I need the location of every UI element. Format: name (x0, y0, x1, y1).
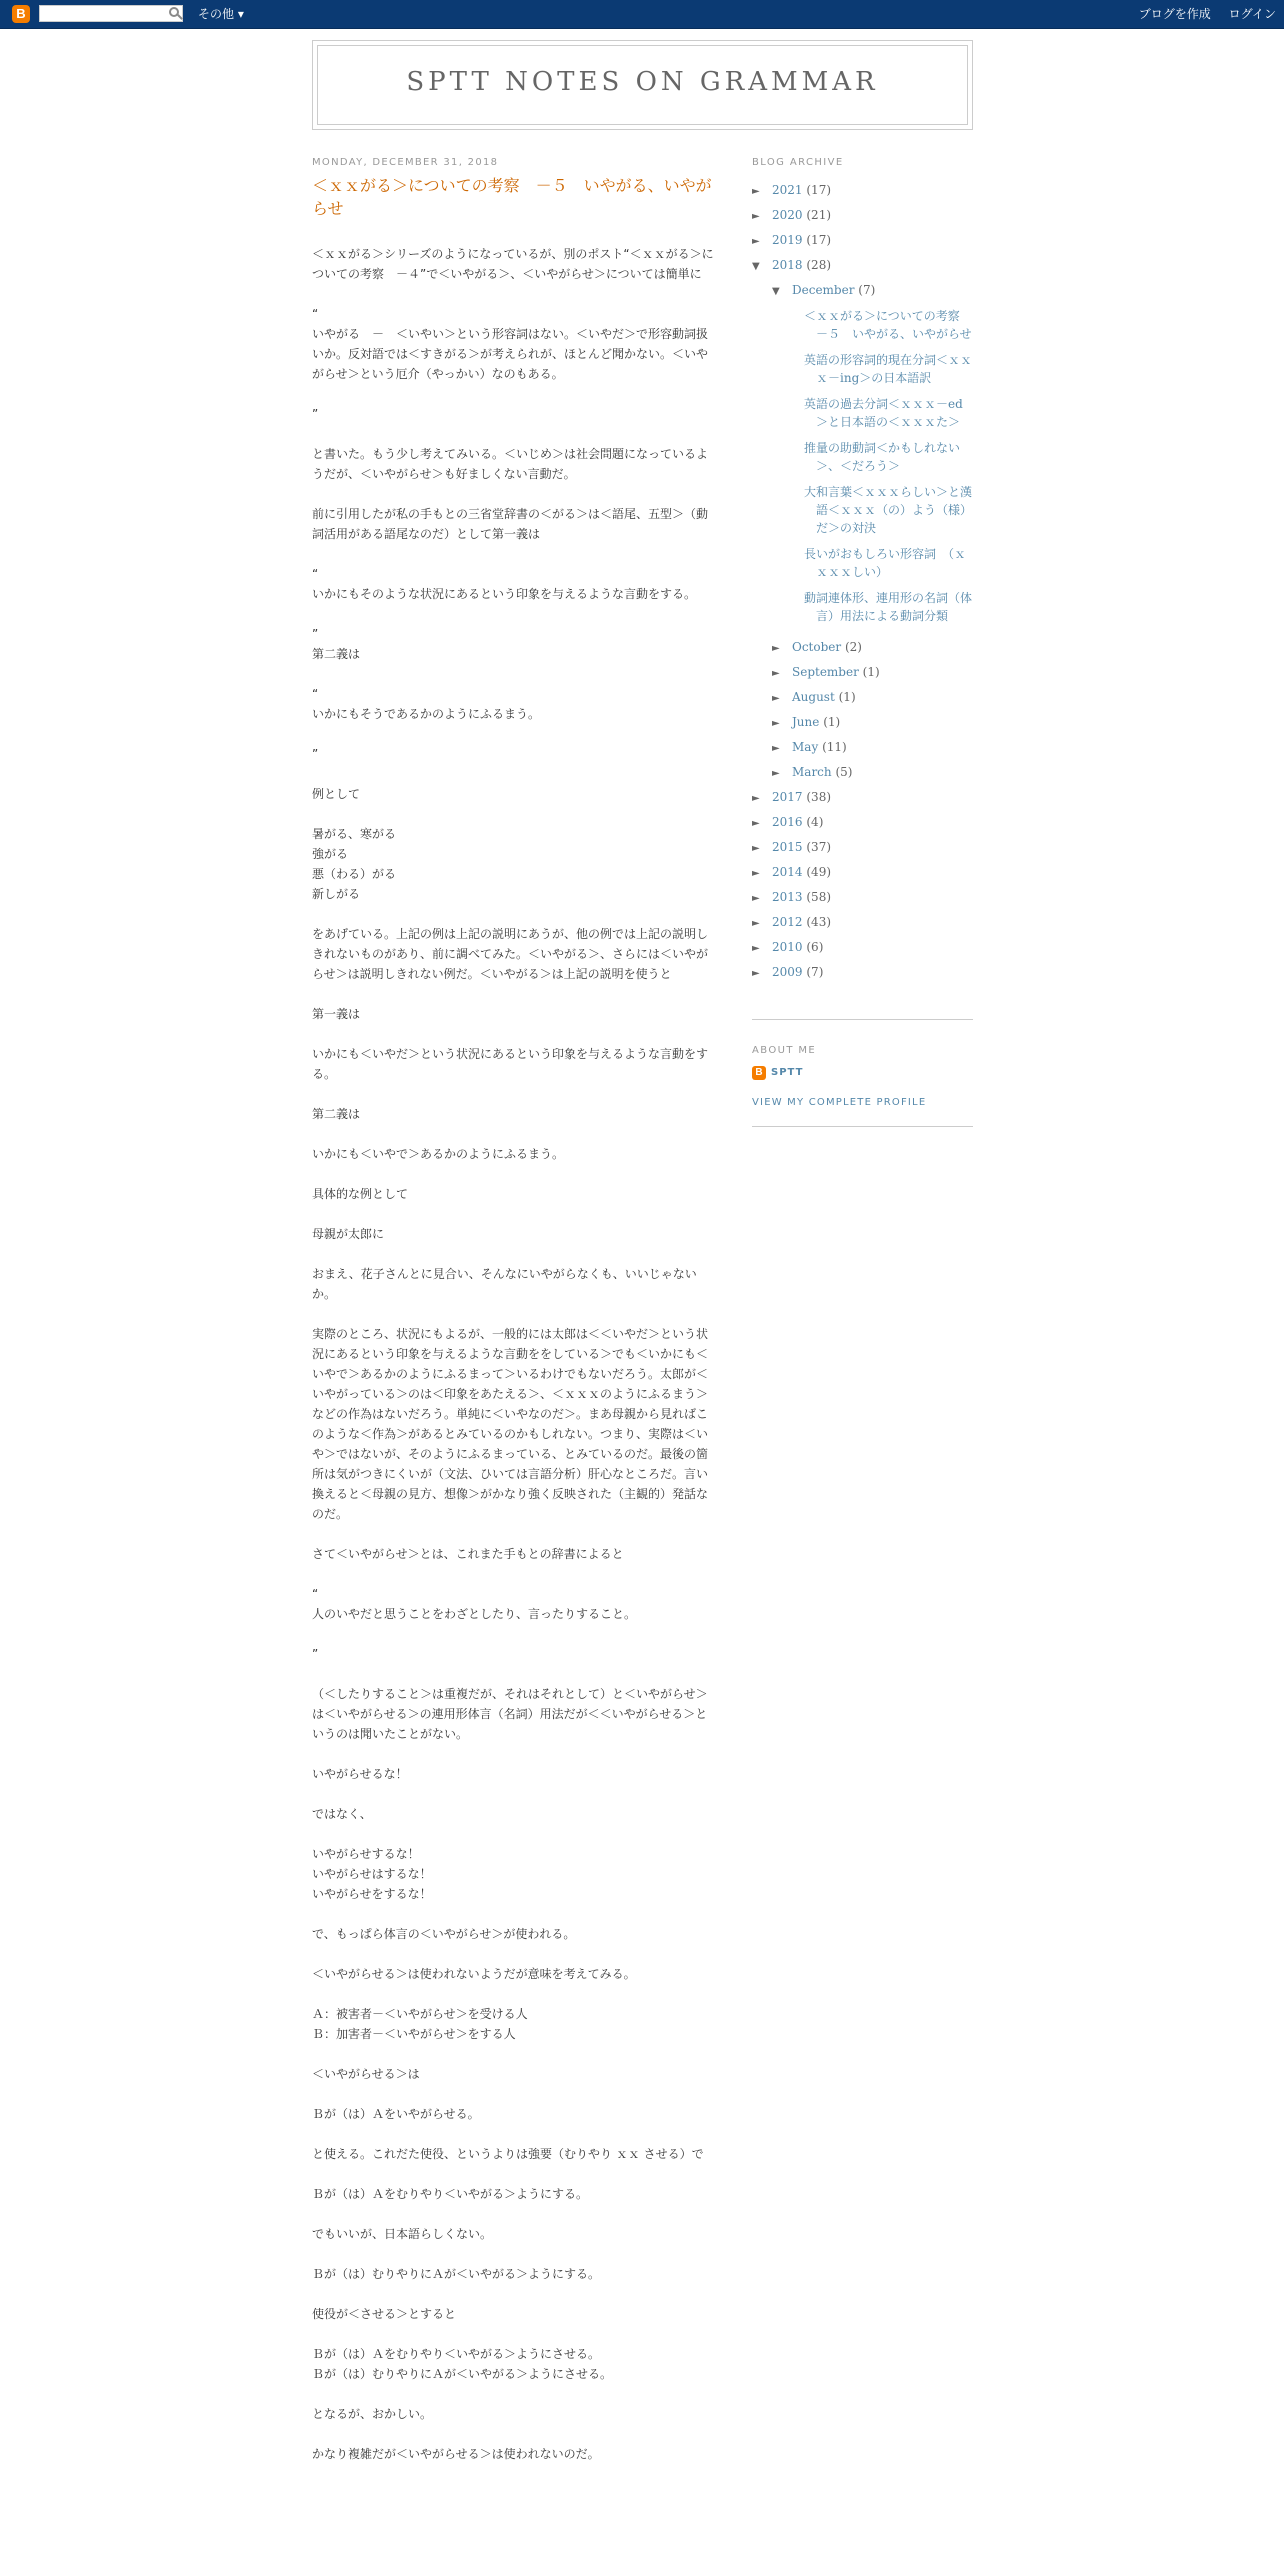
post-paragraph: いかにも＜いやだ＞という状況にあるという印象を与えるような言動をする。 (312, 1047, 709, 1081)
archive-month-item (772, 635, 973, 660)
archive-link[interactable]: October (792, 640, 842, 654)
archive-link[interactable]: 2013 (772, 890, 803, 904)
archive-year-item (752, 935, 973, 960)
collapsed-triangle-icon[interactable]: ► (752, 793, 760, 804)
archive-count: (17) (806, 183, 832, 197)
create-blog-link[interactable]: ブログを作成 (1138, 7, 1211, 21)
archive-year-item (752, 910, 973, 935)
post-paragraph: Ａ：被害者－＜いやがらせ＞を受ける人 Ｂ：加害者－＜いやがらせ＞をする人 (312, 2007, 528, 2041)
post-paragraph: さて＜いやがらせ＞とは、これまた手もとの辞書によると (312, 1547, 624, 1561)
top-navbar (0, 0, 1284, 29)
archive-posts-list (772, 307, 973, 625)
post-paragraph: ” (312, 747, 319, 761)
collapsed-triangle-icon[interactable]: ► (752, 893, 760, 904)
collapsed-triangle-icon[interactable]: ► (752, 918, 760, 929)
collapsed-triangle-icon[interactable]: ► (752, 818, 760, 829)
archive-count: (6) (806, 940, 824, 954)
archive-month-item-open (772, 278, 973, 625)
archive-month-item (772, 735, 973, 760)
archive-link[interactable]: 2019 (772, 233, 803, 247)
post-paragraph: “ いやがる － ＜いやい＞という形容詞はない。＜いやだ＞で形容動詞扱いか。反対語では＜すきがる＞が考えられが、ほとんど聞かない。＜いやがらせ＞という厄介（やっかい）なのもある。 (312, 307, 709, 381)
archive-post-link[interactable]: 英語の形容詞的現在分詞＜ｘｘｘ－ing＞の日本語訳 (804, 353, 973, 385)
archive-year-row (752, 935, 973, 960)
archive-link[interactable]: December (792, 283, 855, 297)
archive-count: (5) (835, 765, 853, 779)
archive-link[interactable]: June (792, 715, 820, 729)
archive-year-row (752, 885, 973, 910)
post-paragraph: ＜いやがらせる＞は (312, 2067, 420, 2081)
login-link[interactable]: ログイン (1228, 7, 1276, 21)
blog-archive-list (752, 178, 973, 985)
archive-month-list (752, 278, 973, 785)
blog-header (312, 40, 973, 130)
archive-year-row (752, 810, 973, 835)
archive-year-row (752, 178, 973, 203)
post-paragraph: おまえ、花子さんとに見合い、そんなにいやがらなくも、いいじゃないか。 (312, 1267, 697, 1301)
archive-year-row (752, 253, 973, 278)
archive-year-row (752, 835, 973, 860)
blog-title[interactable]: SPTT NOTES ON GRAMMAR (406, 67, 879, 97)
post-paragraph: （＜したりすること＞は重複だが、それはそれとして）と＜いやがらせ＞は＜いやがらせる＞の連用形体言（名詞）用法だが＜＜いやがらせる＞というのは聞いたことがない。 (312, 1687, 708, 1741)
archive-count: (11) (822, 740, 847, 754)
post-date: MONDAY, DECEMBER 31, 2018 (312, 157, 499, 168)
profile-name-link[interactable]: SPTT (771, 1067, 804, 1078)
archive-year-item (752, 178, 973, 203)
sidebar-divider-bottom (752, 1126, 973, 1127)
archive-year-row (752, 910, 973, 935)
archive-month-item (772, 685, 973, 710)
archive-year-item (752, 960, 973, 985)
post-paragraph: で、もっぱら体言の＜いやがらせ＞が使われる。 (312, 1927, 576, 1941)
archive-month-item (772, 760, 973, 785)
archive-year-item (752, 860, 973, 885)
view-profile-link[interactable]: VIEW MY COMPLETE PROFILE (752, 1097, 927, 1108)
post-paragraph: いかにも＜いやで＞あるかのようにふるまう。 (312, 1147, 565, 1161)
post-paragraph: と書いた。もう少し考えてみいる。＜いじめ＞は社会問題になっているようだが、＜いやがらせ＞も好ましくない言動だ。 (312, 447, 709, 481)
archive-link[interactable]: 2014 (772, 865, 803, 879)
post-body (312, 244, 717, 2464)
archive-month-row (772, 685, 973, 710)
archive-month-row (772, 710, 973, 735)
collapsed-triangle-icon[interactable]: ► (772, 743, 780, 754)
collapsed-triangle-icon[interactable]: ► (752, 943, 760, 954)
archive-year-item-open (752, 253, 973, 785)
archive-year-item (752, 785, 973, 810)
navbar-right-links (1125, 6, 1276, 22)
blog-archive-heading: BLOG ARCHIVE (752, 157, 844, 168)
archive-count: (21) (806, 208, 832, 222)
archive-year-row (752, 785, 973, 810)
collapsed-triangle-icon[interactable]: ► (772, 643, 780, 654)
post-paragraph: Ｂが（は）Ａをいやがらせる。 (312, 2107, 480, 2121)
archive-count: (2) (844, 640, 862, 654)
archive-count: (43) (806, 915, 832, 929)
post-paragraph: “ 人のいやだと思うことをわざとしたり、言ったりすること。 (312, 1587, 637, 1621)
archive-link[interactable]: 2020 (772, 208, 803, 222)
archive-month-row (772, 660, 973, 685)
archive-month-row (772, 635, 973, 660)
blogger-logo-icon[interactable]: B (12, 5, 30, 23)
archive-count: (58) (806, 890, 832, 904)
collapsed-triangle-icon[interactable]: ► (752, 868, 760, 879)
archive-post-link[interactable]: 長いがおもしろい形容詞 （ｘｘｘｘしい） (804, 547, 967, 579)
post-paragraph: ではなく、 (312, 1807, 372, 1821)
archive-post-link[interactable]: 推量の助動詞＜かもしれない＞、＜だろう＞ (804, 441, 961, 473)
collapsed-triangle-icon[interactable]: ► (752, 236, 760, 247)
archive-post-link[interactable]: ＜ｘｘがる＞についての考察 －５ いやがる、いやがらせ (804, 309, 972, 341)
post-paragraph: Ｂが（は）Ａをむりやり＜いやがる＞ようにする。 (312, 2187, 589, 2201)
archive-year-row (752, 860, 973, 885)
archive-month-item (772, 710, 973, 735)
archive-year-row (752, 203, 973, 228)
post-paragraph: 前に引用したが私の手もとの三省堂辞書の＜がる＞は＜語尾、五型＞（動詞活用がある語尾なのだ）として第一義は (312, 507, 709, 541)
archive-count: (37) (806, 840, 832, 854)
archive-count: (1) (823, 715, 841, 729)
post-paragraph: Ｂが（は）Ａをむりやり＜いやがる＞ようにさせる。 Ｂが（は）むりやりにＡが＜いやがる＞ようにさせる。 (312, 2347, 613, 2381)
post-paragraph: 具体的な例として (312, 1187, 409, 1201)
post-paragraph: いやがらせするな！ いやがらせはするな！ いやがらせをするな！ (312, 1847, 432, 1901)
about-me-heading: ABOUT ME (752, 1045, 817, 1056)
post-paragraph: 第一義は (312, 1007, 361, 1021)
archive-link[interactable]: 2016 (772, 815, 803, 829)
archive-link[interactable]: 2021 (772, 183, 803, 197)
collapsed-triangle-icon[interactable]: ► (772, 718, 780, 729)
post-title[interactable]: ＜ｘｘがる＞についての考察 －５ いやがる、いやがらせ (312, 176, 712, 218)
post-paragraph: ＜いやがらせる＞は使われないようだが意味を考えてみる。 (312, 1967, 636, 1981)
archive-link[interactable]: 2009 (772, 965, 803, 979)
archive-link[interactable]: 2018 (772, 258, 803, 272)
archive-count: (1) (862, 665, 880, 679)
post-paragraph: と使える。これだた使役、というよりは強要（むりやり ｘｘ させる）で (312, 2147, 704, 2161)
archive-year-item (752, 810, 973, 835)
archive-count: (49) (806, 865, 832, 879)
search-icon[interactable] (169, 7, 179, 17)
archive-post-link[interactable]: 英語の過去分詞＜ｘｘｘ－ed＞と日本語の＜ｘｘｘた＞ (804, 397, 963, 429)
archive-count: (17) (806, 233, 832, 247)
archive-count: (4) (806, 815, 824, 829)
post-paragraph: 使役が＜させる＞とすると (312, 2307, 457, 2321)
archive-year-item (752, 885, 973, 910)
archive-link[interactable]: 2012 (772, 915, 803, 929)
expanded-triangle-icon[interactable]: ▼ (752, 261, 760, 272)
archive-link[interactable]: 2017 (772, 790, 803, 804)
post-paragraph: かなり複雑だが＜いやがらせる＞は使われないのだ。 (312, 2447, 600, 2461)
collapsed-triangle-icon[interactable]: ► (752, 211, 760, 222)
archive-year-row (752, 228, 973, 253)
search-input[interactable] (39, 5, 183, 22)
post-paragraph: ” 第二義は (312, 627, 361, 661)
archive-year-item (752, 228, 973, 253)
archive-count: (7) (858, 283, 876, 297)
archive-link[interactable]: May (792, 740, 819, 754)
post-paragraph: Ｂが（は）むりやりにＡが＜いやがる＞ようにする。 (312, 2267, 601, 2281)
archive-link[interactable]: August (792, 690, 835, 704)
blog-header-inner (317, 45, 968, 125)
collapsed-triangle-icon[interactable]: ► (752, 186, 760, 197)
archive-count: (38) (806, 790, 832, 804)
archive-month-row (772, 278, 973, 303)
archive-count: (28) (806, 258, 832, 272)
collapsed-triangle-icon[interactable]: ► (772, 693, 780, 704)
main-column (312, 156, 717, 2484)
post-paragraph: となるが、おかしい。 (312, 2407, 433, 2421)
sidebar (752, 156, 973, 1151)
post-paragraph: 母親が太郎に (312, 1227, 385, 1241)
post-paragraph: 実際のところ、状況にもよるが、一般的には太郎は＜＜いやだ＞という状況にあるという印象を与えるような言動ををしている＞でも＜いかにも＜いやで＞あるかのようにふるまって＞いるわけでもないだろう。太郎が＜いやがっている＞のは＜印象をあたえる＞、＜ｘｘｘのようにふるまう＞などの作為はないだろう。単純に＜いやなのだ＞。まあ母親から見ればこのような＜作為＞があるとみているのかもしれない。つまり、実際は＜いや＞ではないが、そのようにふるまっている、とみているのだ。最後の箇所は気がつきにくいが（文法、ひいては言語分析）肝心なところだ。言い換えると＜母親の見方、想像＞がかなり強く反映された（主観的）発話なのだ。 (312, 1327, 709, 1521)
archive-year-item (752, 203, 973, 228)
archive-year-item (752, 835, 973, 860)
archive-link[interactable]: 2010 (772, 940, 803, 954)
expanded-triangle-icon[interactable]: ▼ (772, 286, 780, 297)
archive-month-row (772, 735, 973, 760)
archive-month-item (772, 660, 973, 685)
post-paragraph: 暑がる、寒がる 強がる 悪（わる）がる 新しがる (312, 827, 397, 901)
sidebar-divider (752, 1019, 973, 1020)
archive-month-row (772, 760, 973, 785)
post-paragraph: でもいいが、日本語らしくない。 (312, 2227, 493, 2241)
archive-count: (1) (838, 690, 856, 704)
collapsed-triangle-icon[interactable]: ► (772, 668, 780, 679)
blogger-profile-icon: B (752, 1066, 766, 1080)
archive-link[interactable]: September (792, 665, 859, 679)
collapsed-triangle-icon[interactable]: ► (752, 843, 760, 854)
post-paragraph: ” (312, 1647, 319, 1661)
collapsed-triangle-icon[interactable]: ► (752, 968, 760, 979)
post-paragraph: ” (312, 407, 319, 421)
post-paragraph: 例として (312, 787, 361, 801)
archive-post-link[interactable]: 動詞連体形、連用形の名詞（体言）用法による動詞分類 (804, 591, 973, 623)
archive-year-row (752, 960, 973, 985)
post-paragraph: 第二義は (312, 1107, 361, 1121)
post-paragraph: “ いかにもそのような状況にあるという印象を与えるような言動をする。 (312, 567, 697, 601)
post-paragraph: “ いかにもそうであるかのようにふるまう。 (312, 687, 541, 721)
archive-post-link[interactable]: 大和言葉＜ｘｘｘらしい＞と漢語＜ｘｘｘ（の）よう（様）だ＞の対決 (804, 485, 973, 535)
more-menu-button[interactable]: その他 ▾ (198, 7, 244, 21)
post-paragraph: ＜ｘｘがる＞シリーズのようになっているが、別のポスト“＜ｘｘがる＞についての考察 －４”で＜いやがる＞、＜いやがらせ＞については簡単に (312, 247, 714, 281)
collapsed-triangle-icon[interactable]: ► (772, 768, 780, 779)
archive-link[interactable]: 2015 (772, 840, 803, 854)
post-paragraph: いやがらせるな！ (312, 1767, 408, 1781)
profile-row (752, 1066, 973, 1080)
archive-link[interactable]: March (792, 765, 832, 779)
archive-count: (7) (806, 965, 824, 979)
post-paragraph: をあげている。上記の例は上記の説明にあうが、他の例では上記の説明しきれないものがあり、前に調べてみた。＜いやがる＞、さらには＜いやがらせ＞は説明しきれない例だ。＜いやがる＞は上記の説明を使うと (312, 927, 709, 981)
